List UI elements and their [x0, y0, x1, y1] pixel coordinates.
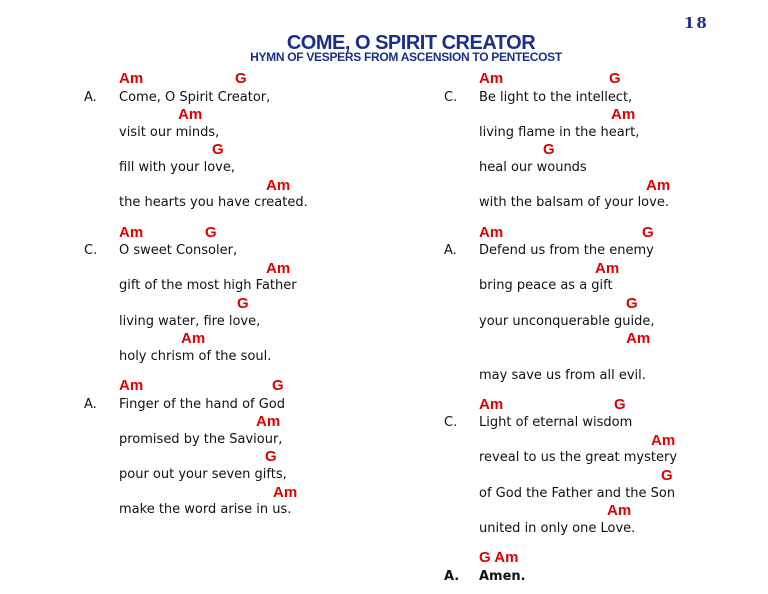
chord: Am	[479, 224, 504, 241]
stanza-label: C.	[444, 415, 458, 430]
chord: G	[237, 295, 249, 312]
lyric-line: Be light to the intellect,	[479, 90, 633, 105]
chord: G	[272, 377, 284, 394]
hymn-title: COME, O SPIRIT CREATOR	[286, 32, 536, 54]
chord: Am	[479, 396, 504, 413]
lyric-line: Amen.	[479, 569, 526, 584]
stanza-label: C.	[84, 243, 98, 258]
lyric-line: the hearts you have created.	[119, 195, 308, 210]
chord: G	[212, 141, 224, 158]
chord: G	[642, 224, 654, 241]
chord: Am	[181, 330, 206, 347]
chord: Am	[119, 224, 144, 241]
lyric-line: fill with your love,	[119, 160, 236, 175]
lyric-line: reveal to us the great mystery	[479, 450, 678, 465]
hymn-subtitle: HYMN OF VESPERS FROM ASCENSION TO PENTECOST	[250, 50, 562, 64]
chord: G Am	[479, 549, 519, 566]
lyric-line: O sweet Consoler,	[119, 243, 238, 258]
chord: G	[609, 70, 621, 87]
lyric-line: Finger of the hand of God	[119, 397, 286, 412]
chord: Am	[119, 70, 144, 87]
chord: Am	[595, 260, 620, 277]
chord: G	[614, 396, 626, 413]
page-number: 18	[684, 14, 709, 32]
stanza-label: A.	[444, 569, 460, 584]
lyric-line: Light of eternal wisdom	[479, 415, 633, 430]
chord: Am	[479, 70, 504, 87]
lyric-line: promised by the Saviour,	[119, 432, 283, 447]
stanza-label: C.	[444, 90, 458, 105]
chord: Am	[607, 502, 632, 519]
lyric-line: of God the Father and the Son	[479, 486, 676, 501]
chord: Am	[611, 106, 636, 123]
chord: G	[626, 295, 638, 312]
chord: Am	[119, 377, 144, 394]
lyric-line: with the balsam of your love.	[479, 195, 669, 210]
chord: G	[205, 224, 217, 241]
lyric-line: bring peace as a gift	[479, 278, 613, 293]
chord: Am	[646, 177, 671, 194]
stanza-label: A.	[444, 243, 457, 258]
chord: Am	[256, 413, 281, 430]
chord: Am	[266, 260, 291, 277]
lyric-line: Defend us from the enemy	[479, 243, 654, 258]
chord: Am	[178, 106, 203, 123]
chord: Am	[273, 484, 298, 501]
chord: G	[265, 448, 277, 465]
stanza-label: A.	[84, 397, 97, 412]
chord: G	[235, 70, 247, 87]
lyric-line: heal our wounds	[479, 160, 587, 175]
chord: Am	[651, 432, 676, 449]
chord: Am	[626, 330, 651, 347]
lyric-line: may save us from all evil.	[479, 368, 646, 383]
lyric-line: your unconquerable guide,	[479, 314, 655, 329]
lyric-line: gift of the most high Father	[119, 278, 297, 293]
lyric-line: visit our minds,	[119, 125, 220, 140]
chord: G	[661, 467, 673, 484]
lyric-line: Come, O Spirit Creator,	[119, 90, 271, 105]
lyric-line: living flame in the heart,	[479, 125, 640, 140]
lyric-line: holy chrism of the soul.	[119, 349, 272, 364]
lyric-line: pour out your seven gifts,	[119, 467, 287, 482]
lyric-line: united in only one Love.	[479, 521, 636, 536]
chord: Am	[266, 177, 291, 194]
chord: G	[543, 141, 555, 158]
lyric-line: make the word arise in us.	[119, 502, 292, 517]
stanza-label: A.	[84, 90, 97, 105]
lyric-line: living water, fire love,	[119, 314, 261, 329]
